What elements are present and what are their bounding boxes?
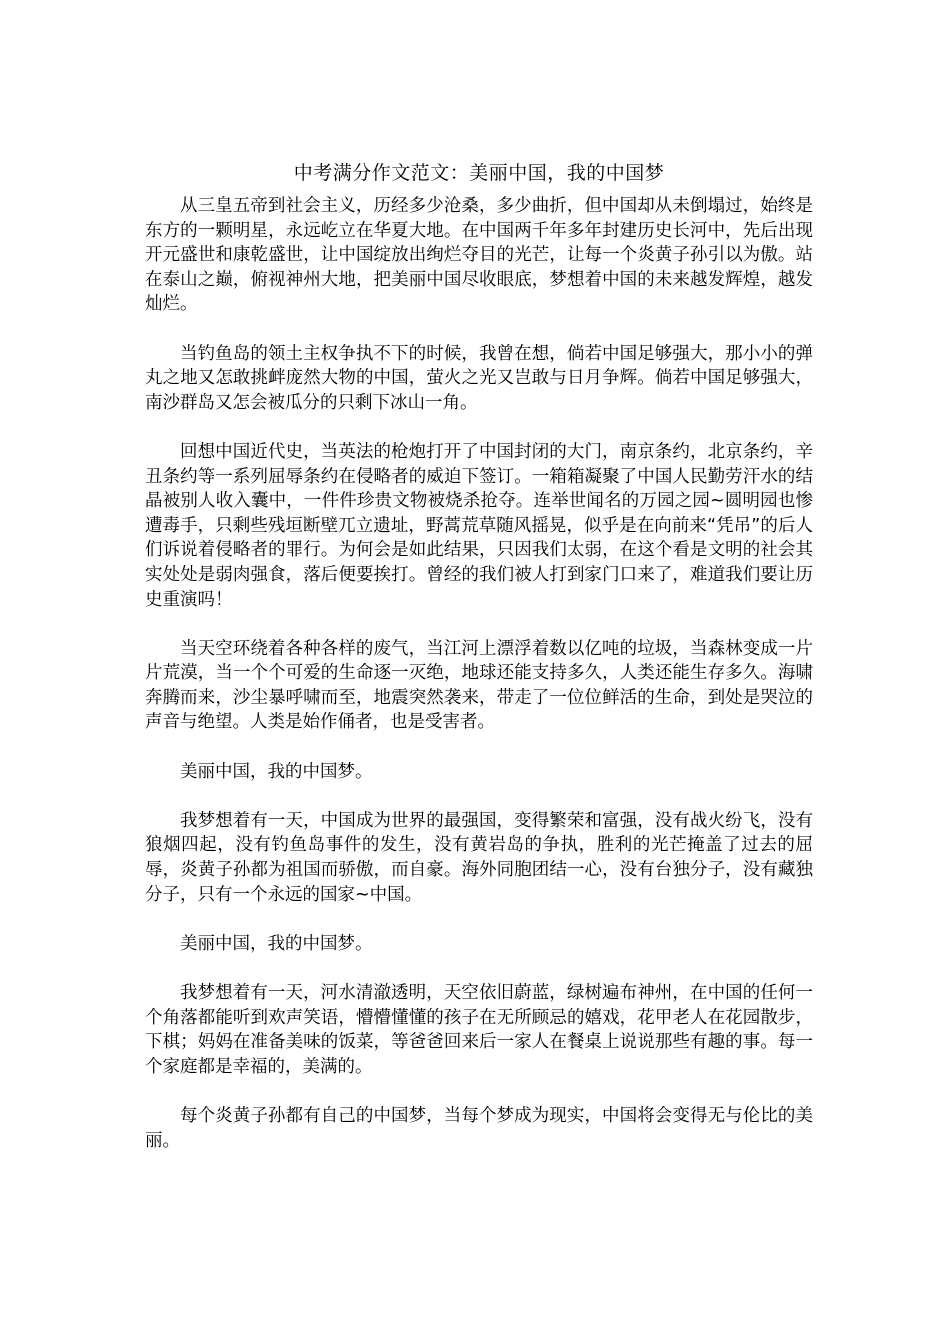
- paragraph-2: 当钓鱼岛的领土主权争执不下的时候，我曾在想，倘若中国足够强大，那小小的弹丸之地又怎敢挑衅庞然大物的中国，萤火之光又岂敢与日月争辉。倘若中国足够强大，南沙群岛又怎会被瓜分的只剩下冰山一角。: [145, 343, 813, 413]
- paragraph-1: 从三皇五帝到社会主义，历经多少沧桑，多少曲折，但中国却从未倒塌过，始终是东方的一颗明星，永远屹立在华夏大地。在中国两千年多年封建历史长河中，先后出现开元盛世和康乾盛世，让中国绽放出绚烂夺目的光芒，让每一个炎黄子孙引以为傲。站在泰山之巅，俯视神州大地，把美丽中国尽收眼底，梦想着中国的未来越发辉煌，越发灿烂。: [145, 196, 813, 315]
- paragraph-4: 当天空环绕着各种各样的废气，当江河上漂浮着数以亿吨的垃圾，当森林变成一片片荒漠，当一个个可爱的生命逐一灭绝，地球还能支持多久，人类还能生存多久。海啸奔腾而来，沙尘暴呼啸而至，地震突然袭来，带走了一位位鲜活的生命，到处是哭泣的声音与绝望。人类是始作俑者，也是受害者。: [145, 638, 813, 733]
- page-title: 中考满分作文范文：美丽中国，我的中国梦: [293, 162, 665, 184]
- paragraph-3: 回想中国近代史，当英法的枪炮打开了中国封闭的大门，南京条约，北京条约，辛丑条约等一系列屈辱条约在侵略者的威迫下签订。一箱箱凝聚了中国人民勤劳汗水的结晶被别人收入囊中，一件件珍贵文物被烧杀抢夺。连举世闻名的万园之园~圆明园也惨遭毒手，只剩些残垣断壁兀立遗址，野蒿荒草随风摇晃，似乎是在向前来“凭吊”的后人们诉说着侵略者的罪行。为何会是如此结果，只因我们太弱，在这个看是文明的社会其实处处是弱肉强食，落后便要挨打。曾经的我们被人打到家门口来了，难道我们要让历史重演吗！: [145, 441, 813, 610]
- paragraph-9: 每个炎黄子孙都有自己的中国梦，当每个梦成为现实，中国将会变得无与伦比的美丽。: [145, 1105, 813, 1151]
- paragraph-8: 我梦想着有一天，河水清澈透明，天空依旧蔚蓝，绿树遍布神州，在中国的任何一个角落都能听到欢声笑语，懵懵懂懂的孩子在无所顾忌的嬉戏，花甲老人在花园散步，下棋；妈妈在准备美味的饭菜，等爸爸回来后一家人在餐桌上说说那些有趣的事。每一个家庭都是幸福的，美满的。: [145, 983, 813, 1077]
- paragraph-6: 我梦想着有一天，中国成为世界的最强国，变得繁荣和富强，没有战火纷飞，没有狼烟四起，没有钓鱼岛事件的发生，没有黄岩岛的争执，胜利的光芒掩盖了过去的屈辱，炎黄子孙都为祖国而骄傲，而自豪。海外同胞团结一心，没有台独分子，没有藏独分子，只有一个永远的国家~中国。: [145, 810, 813, 905]
- paragraph-5: 美丽中国，我的中国梦。: [180, 761, 373, 782]
- paragraph-7: 美丽中国，我的中国梦。: [180, 933, 373, 954]
- document-page: [145, 160, 813, 1178]
